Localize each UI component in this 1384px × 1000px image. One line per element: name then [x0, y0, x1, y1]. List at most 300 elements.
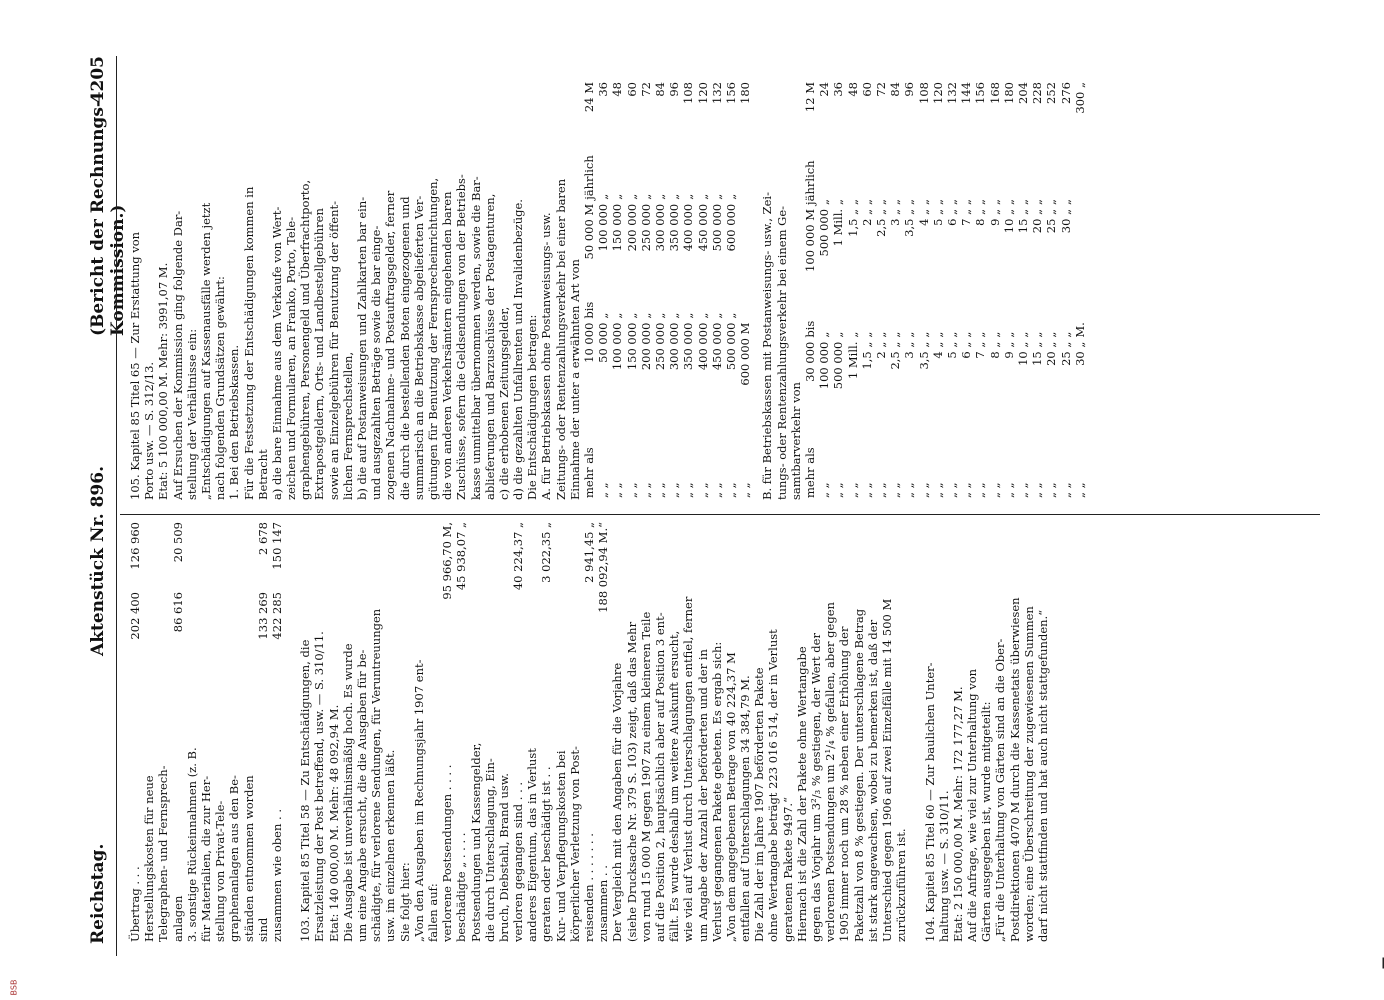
text-line — [724, 522, 738, 942]
line-amount-a: 422 285 — [269, 592, 284, 640]
table-cell: 250 000 — [638, 203, 653, 252]
line-text: Sie folgt hier: — [397, 862, 412, 942]
table-cell: „ — [1001, 198, 1016, 205]
table-row — [1016, 80, 1030, 500]
table-cell: „ „ — [1001, 482, 1016, 498]
line-text: anderes Eigentum, das in Verlust — [525, 748, 540, 942]
table-cell: 9 „ — [1001, 341, 1016, 359]
table-cell: „ — [1016, 331, 1031, 338]
line-text: 1905 immer noch um 28 % neben einer Erhöhung der — [837, 626, 852, 942]
text-line — [809, 522, 823, 942]
table-cell: „ „ — [959, 482, 974, 498]
text-line: A. für Betriebskassen ohne Postanweisungs- usw. — [539, 212, 554, 500]
table-cell: mehr als — [803, 447, 817, 498]
table-cell: „ „ — [831, 482, 846, 498]
line-text: „Für die Unterhaltung von Gärten sind an die Ober- — [993, 638, 1008, 942]
text-line — [1036, 522, 1050, 942]
header-document-number: Aktenstück Nr. 896. — [88, 465, 108, 656]
table-cell: 12 M — [803, 82, 817, 113]
table-cell: 60 — [624, 82, 639, 97]
table-cell: „ „ — [888, 482, 903, 498]
table-cell: „ — [902, 331, 917, 338]
line-text: für Materialien, die zur Her- — [198, 775, 213, 942]
table-cell: „ — [874, 198, 889, 205]
table-cell — [738, 130, 752, 202]
table-cell: „ „ — [724, 482, 739, 498]
text-line — [128, 522, 142, 942]
table-row — [846, 80, 860, 500]
line-text: Unterschied gegen 1906 auf zwei Einzelfälle mit 14 500 M — [879, 598, 894, 942]
text-line — [156, 522, 170, 942]
table-cell: „ „ — [653, 482, 668, 498]
line-amount-a: 202 400 — [128, 592, 142, 640]
table-cell: 30 000 — [803, 341, 817, 382]
text-line: Auf Ersuchen der Kommission ging folgende Dar- — [170, 210, 185, 500]
table-row — [959, 80, 973, 500]
table-row — [610, 80, 624, 500]
table-cell: 350 000 — [667, 203, 682, 252]
table-cell: 84 — [653, 82, 668, 97]
table-cell: „ — [1001, 331, 1016, 338]
column-divider — [120, 514, 1320, 515]
table-row — [931, 80, 945, 500]
table-cell: 1 Mill. — [845, 341, 860, 380]
text-line — [511, 522, 525, 942]
table-cell: jährlich — [803, 160, 817, 205]
table-cell: mehr als — [582, 447, 596, 498]
text-line: samtbarverkehr von — [788, 382, 803, 500]
table-cell: „ — [709, 193, 724, 200]
table-cell: 1,5 „ — [845, 208, 860, 237]
table-cell: 500 000 — [817, 208, 832, 257]
table-cell: 3 „ — [902, 341, 917, 359]
text-line — [696, 522, 710, 942]
table-cell: „ — [945, 198, 960, 205]
text-line: c) die erhobenen Zeitungsgelder, — [496, 306, 511, 500]
table-cell: „ — [1030, 198, 1045, 205]
text-line — [199, 522, 213, 942]
table-cell: „ — [681, 193, 696, 200]
text-line — [880, 522, 894, 942]
table-cell: 200 000 — [624, 203, 639, 252]
table-cell: 8 „ — [973, 208, 988, 226]
line-text: Postdirektionen 4070 M durch die Kassenetats überwiesen — [1007, 597, 1022, 942]
header-left: Reichstag. — [88, 843, 108, 944]
table-row — [1059, 80, 1073, 500]
text-line — [965, 522, 979, 942]
table-cell: „ — [695, 312, 710, 319]
line-text: Ersatzleistung der Post betreffend, usw. — S. 310/11. — [312, 631, 327, 942]
table-cell: „ — [638, 193, 653, 200]
table-cell: „ — [596, 312, 611, 319]
text-line — [979, 522, 993, 942]
table-cell: 84 — [888, 82, 903, 97]
table-cell: 228 — [1030, 82, 1045, 104]
text-line — [383, 522, 397, 942]
header-report-title: (Bericht der Rechnungs-Kommission.) — [88, 100, 128, 336]
table-cell: „ — [817, 198, 832, 205]
text-line: Etat: 5 100 000,00 M. Mehr: 3991,07 M. — [156, 262, 171, 500]
text-line — [710, 522, 724, 942]
line-amount-b: 2 678 — [255, 522, 270, 555]
table-cell: 10 „ — [1001, 208, 1016, 234]
text-line: B. für Betriebskassen mit Postanweisungs- usw., Zei- — [760, 192, 775, 500]
table-row — [973, 80, 987, 500]
line-amount: 95 966,70 M, — [440, 522, 455, 600]
line-text: ständen entnommen worden — [241, 775, 256, 942]
table-cell: 50 000 M — [582, 203, 596, 260]
table-row — [681, 80, 695, 500]
table-cell: 100 000 — [610, 322, 625, 371]
table-cell: „ — [653, 312, 668, 319]
table-cell: „ — [831, 331, 846, 338]
line-text: Etat: 2 150 000,00 M. Mehr: 172 177,27 M. — [950, 686, 965, 942]
line-text: 104. Kapitel 85 Titel 60 — Zur baulichen Unter- — [922, 662, 937, 942]
text-line — [738, 522, 752, 942]
digitization-note — [1350, 0, 1368, 1000]
text-line — [355, 522, 369, 942]
table-cell: 36 — [831, 82, 846, 97]
table-cell: 400 000 — [681, 203, 696, 252]
table-cell: „ „ — [596, 482, 611, 498]
table-cell: „ — [624, 193, 639, 200]
text-line — [298, 522, 312, 942]
text-line — [525, 522, 539, 942]
table-cell: 100 000 — [596, 203, 611, 252]
table-cell: „ „ — [817, 482, 832, 498]
table-row — [1030, 80, 1044, 500]
line-text: fallen auf: — [425, 883, 440, 942]
table-cell: 48 — [845, 82, 860, 97]
text-line — [227, 522, 241, 942]
text-line — [639, 522, 653, 942]
table-cell: 300 000 — [653, 203, 668, 252]
table-cell: „ „ — [987, 482, 1002, 498]
table-row — [945, 80, 959, 500]
entschaedigung-table-a — [582, 80, 752, 500]
table-cell: „ — [902, 198, 917, 205]
table-cell: „ — [724, 193, 739, 200]
table-cell: 3,5 „ — [916, 341, 931, 370]
table-cell: 450 000 — [709, 322, 724, 371]
text-line — [242, 522, 256, 942]
text-line: lichen Fernsprechstellen, — [340, 351, 355, 500]
table-cell: „ „ — [1044, 482, 1059, 498]
text-line — [625, 522, 639, 942]
table-cell: 168 — [987, 82, 1002, 104]
line-text: Etat: 140 000,00 M. Mehr: 48 092,94 M. — [326, 704, 341, 942]
text-line: tungs- oder Rentenzahlungsverkehr bei einem Ge- — [774, 205, 789, 500]
table-cell: 252 — [1044, 82, 1059, 104]
table-row — [874, 80, 888, 500]
table-cell: „ — [945, 331, 960, 338]
text-line — [185, 522, 199, 942]
line-text: worden; eine Überschreitung der zugewiesenen Summen — [1021, 606, 1036, 942]
text-line — [837, 522, 851, 942]
line-text: fällt. Es wurde deshalb um weitere Auskunft ersucht, — [667, 630, 682, 942]
line-text: Der Vergleich mit den Angaben für die Vorjahre — [610, 662, 625, 942]
line-text: die durch Unterschlagung, Ein- — [482, 758, 497, 942]
table-cell: „ — [930, 331, 945, 338]
line-amount: 188 092,94 M.“ — [596, 522, 611, 613]
line-text: (siehe Drucksache Nr. 379 S. 103) zeigt, daß das Mehr — [624, 621, 639, 942]
table-cell: 100 000 — [817, 341, 832, 390]
table-cell: „ — [1044, 198, 1059, 205]
line-text: Herstellungskosten für neue — [142, 775, 157, 942]
table-cell: „ — [859, 198, 874, 205]
text-line — [582, 522, 596, 942]
text-line: stellung der Verhältnisse ein: — [184, 328, 199, 500]
table-cell: 250 000 — [653, 322, 668, 371]
table-row — [817, 80, 831, 500]
text-line — [142, 522, 156, 942]
line-text: zusammen wie oben . . — [269, 808, 284, 942]
text-line: graphengebühren, Personengeld und Überfrachtporto, — [298, 179, 313, 500]
text-line: d) die gezahlten Unfallrenten und Invalidenbezüge. — [511, 199, 526, 500]
text-line — [653, 522, 667, 942]
text-line — [866, 522, 880, 942]
table-cell: 600 000 M — [738, 322, 753, 386]
table-cell: bis — [803, 320, 817, 338]
text-line: Porto usw. — S. 312/13. — [142, 361, 157, 500]
line-text: anlagen — [170, 895, 185, 942]
table-row — [582, 80, 596, 500]
text-line — [667, 522, 681, 942]
text-line: Betracht — [255, 449, 270, 500]
table-cell: 5 „ — [945, 341, 960, 359]
table-row — [1002, 80, 1016, 500]
table-cell: „ „ — [638, 482, 653, 498]
text-line — [312, 522, 326, 942]
table-cell: 10 „ — [1016, 341, 1031, 366]
table-cell: „ — [959, 198, 974, 205]
table-cell: 2,5 „ — [888, 341, 903, 370]
line-text: von rund 15 000 M gegen 1907 zu einem kleineren Teile — [638, 611, 653, 942]
table-cell: „ — [1016, 198, 1031, 205]
text-line — [341, 522, 355, 942]
table-cell: „ „ — [695, 482, 710, 498]
table-cell: 500 000 — [709, 203, 724, 252]
table-cell: „ „ — [859, 482, 874, 498]
line-text: verlorenen Postsendungen um 2¹/₄ % gefallen, aber gegen — [823, 602, 838, 942]
line-text: um Angabe der Anzahl der beförderten und der in — [695, 649, 710, 942]
table-cell: „ „ — [709, 482, 724, 498]
table-cell: 20 „ — [1030, 208, 1045, 234]
table-cell: 24 M — [582, 82, 596, 113]
table-cell: jährlich — [582, 155, 596, 200]
table-cell: „ „ — [845, 482, 860, 498]
table-cell: 156 — [724, 82, 739, 104]
table-cell: „ — [624, 312, 639, 319]
line-amount: 40 224,37 „ — [511, 522, 526, 591]
line-text: 103. Kapitel 85 Titel 58 — Zu Entschädigungen, die — [298, 639, 313, 942]
table-row — [710, 80, 724, 500]
text-line — [426, 522, 440, 942]
text-line — [752, 522, 766, 942]
text-line — [795, 522, 809, 942]
text-line — [568, 522, 582, 942]
line-text: ist stark angewachsen, wobei zu bemerken ist, daß der — [865, 619, 880, 942]
table-cell: 108 — [681, 82, 696, 104]
table-cell: 108 — [916, 82, 931, 104]
text-line: Zuschüsse, sofern die Geldsendungen von der Betriebs- — [454, 174, 469, 500]
table-cell: „ — [845, 331, 860, 338]
table-cell: „ — [916, 331, 931, 338]
line-text: bruch, Diebstahl, Brand usw. — [496, 773, 511, 942]
table-cell: „ — [888, 198, 903, 205]
table-cell: „ — [610, 193, 625, 200]
line-text: ohne Wertangabe beträgt 223 016 514, der in Verlust — [766, 629, 781, 942]
line-text: stellung von Privat-Tele- — [213, 800, 228, 942]
table-cell: 2 „ — [859, 208, 874, 226]
table-cell: „ „ — [916, 482, 931, 498]
table-cell: 25 „ — [1058, 341, 1073, 366]
table-cell: „ „ — [973, 482, 988, 498]
text-line: Extrapostgeldern, Orts- und Landbestellgebühren — [312, 208, 327, 500]
table-row — [738, 80, 752, 500]
table-cell: „ — [724, 312, 739, 319]
table-cell: „ „ — [1072, 482, 1087, 498]
line-text: Die Ausgabe ist unverhältnismäßig hoch. Es wurde — [340, 643, 355, 942]
table-cell: „ — [916, 198, 931, 205]
table-cell: bis — [582, 301, 596, 319]
table-cell: „ — [888, 331, 903, 338]
table-cell: 4 „ — [930, 341, 945, 359]
table-cell: 132 — [709, 82, 724, 104]
line-amount: 45 938,07 „ — [454, 522, 469, 591]
table-cell: „ — [1030, 331, 1045, 338]
table-cell: „ „ — [902, 482, 917, 498]
table-cell — [738, 290, 752, 321]
table-row — [917, 80, 931, 500]
text-line: 105. Kapitel 85 Titel 65 — Zur Erstattung von — [128, 231, 142, 500]
table-cell: 300 „ — [1072, 82, 1087, 114]
line-text: Telegraphen- und Fernsprech- — [156, 765, 171, 942]
table-cell: 25 „ — [1044, 208, 1059, 234]
text-line: Die Entschädigungen betragen: — [525, 314, 540, 500]
text-line — [596, 522, 610, 942]
table-cell: 180 — [1001, 82, 1016, 104]
line-text: Postsendungen und Kassengelder, — [468, 742, 483, 942]
table-cell: 500 000 — [724, 322, 739, 371]
line-text: Hiernach ist die Zahl der Pakete ohne Wertangabe — [794, 646, 809, 942]
table-cell: 200 000 — [638, 322, 653, 371]
table-cell: „ „ — [667, 482, 682, 498]
table-cell: M. — [1072, 322, 1087, 338]
table-cell: 30 „ — [1058, 208, 1073, 234]
table-cell: „ „ — [738, 482, 753, 498]
line-text: Paketzahl von 8 % gestiegen. Der unterschlagene Betrag — [851, 608, 866, 942]
table-cell: 2 „ — [874, 341, 889, 359]
text-line: 1. Bei den Betriebskassen. — [227, 344, 242, 500]
line-text: verloren gegangen sind . . . — [511, 781, 526, 942]
table-cell — [1073, 134, 1087, 207]
table-cell: „ — [667, 312, 682, 319]
text-line — [497, 522, 511, 942]
table-cell: 20 „ — [1044, 341, 1059, 366]
table-row — [888, 80, 902, 500]
table-cell: 15 „ — [1030, 341, 1045, 366]
table-cell: „ — [681, 312, 696, 319]
table-cell: 1,5 „ — [859, 341, 874, 370]
table-cell: „ „ — [1058, 482, 1073, 498]
text-line — [681, 522, 695, 942]
table-row — [639, 80, 653, 500]
text-line: ablieferungen und Barzuschüsse der Postagenturen, — [482, 193, 497, 500]
line-text: Gärten ausgegeben ist, wurde mitgeteilt: — [979, 701, 994, 942]
text-line — [823, 522, 837, 942]
table-row — [696, 80, 710, 500]
text-line — [270, 522, 284, 942]
table-cell: 6 „ — [945, 208, 960, 226]
table-cell: „ „ — [624, 482, 639, 498]
text-line — [440, 522, 454, 942]
line-text: um eine Angabe ersucht, die die Ausgaben für be- — [355, 649, 369, 942]
table-cell: 60 — [859, 82, 874, 97]
line-text: verlorene Postsendungen . . . . — [440, 764, 455, 942]
table-cell: „ „ — [1016, 482, 1031, 498]
line-text: „Von den Ausgaben im Rechnungsjahr 1907 ent- — [411, 659, 426, 942]
table-cell: 120 — [930, 82, 945, 104]
table-cell: 72 — [638, 82, 653, 97]
line-text: „Von dem angegebenen Betrage von 40 224,37 M — [723, 652, 738, 942]
text-line: gütungen für Benutzung der Fernsprecheinrichtungen, — [425, 177, 440, 500]
table-cell — [1073, 207, 1087, 308]
text-line: b) die auf Postanweisungen und Zahlkarten bar ein- — [355, 196, 369, 500]
table-cell: 3 „ — [888, 208, 903, 226]
table-cell: 276 — [1058, 82, 1073, 104]
table-cell: 96 — [667, 82, 682, 97]
text-line — [993, 522, 1007, 942]
table-cell: 132 — [945, 82, 960, 104]
table-cell: 300 000 — [667, 322, 682, 371]
text-line: nach folgenden Grundsätzen gewährt: — [213, 276, 228, 500]
line-text: 3. sonstige Rückeinnahmen (z. B. — [184, 747, 199, 942]
line-text: Verlust gegangenen Pakete gebeten. Es ergab sich: — [709, 641, 724, 942]
text-line — [454, 522, 468, 942]
text-line — [483, 522, 497, 942]
table-cell: 30 „ — [1072, 341, 1087, 366]
table-cell: „ — [930, 198, 945, 205]
text-line — [554, 522, 568, 942]
text-line: die von anderen Verkehrsämtern eingehenden baren — [440, 191, 455, 500]
text-line: und ausgezahlten Beträge sowie die bar einge- — [369, 225, 384, 500]
page-header — [82, 56, 128, 956]
text-line — [1022, 522, 1036, 942]
table-cell: „ — [817, 331, 832, 338]
table-cell: „ — [610, 312, 625, 319]
line-text: wie viel auf Verlust durch Unterschlagungen entfiel, ferner — [681, 596, 696, 942]
line-amount-b: 150 147 — [269, 522, 284, 570]
table-cell: 150 000 — [624, 322, 639, 371]
table-cell: 400 000 — [695, 322, 710, 371]
table-cell: 7 „ — [959, 208, 974, 226]
text-line — [937, 522, 951, 942]
text-line — [539, 522, 553, 942]
line-text: körperlicher Verletzung von Post- — [567, 746, 582, 942]
line-text: beschädigte „ . . . . — [454, 832, 469, 942]
table-cell: „ — [667, 193, 682, 200]
table-cell: 5 „ — [930, 208, 945, 226]
table-row — [1073, 80, 1087, 500]
line-text: Kur- und Verpflegungskosten bei — [553, 750, 568, 942]
line-text: usw. im einzelnen erkennen läßt. — [383, 749, 398, 942]
table-cell: 36 — [596, 82, 611, 97]
table-cell: „ — [1058, 198, 1073, 205]
line-text: Auf die Anfrage, wie viel zur Unterhaltung von — [965, 668, 980, 942]
line-text: schädigte, für verlorene Sendungen, für Veruntreuungen — [369, 608, 384, 942]
table-cell: 96 — [902, 82, 917, 97]
